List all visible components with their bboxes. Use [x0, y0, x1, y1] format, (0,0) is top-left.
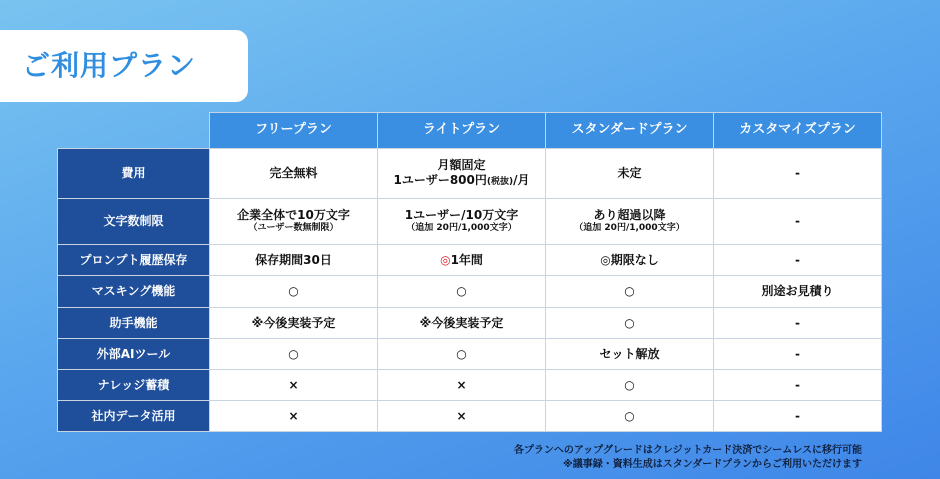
- lite-cost-price: 1ユーザー800円: [393, 173, 487, 188]
- table-row-external-ai: [58, 339, 882, 370]
- cell-assistant-standard: ○: [546, 308, 714, 339]
- cell-cost-custom: -: [714, 149, 882, 199]
- cell-external-ai-free: ○: [210, 339, 378, 370]
- cell-cost-lite: [378, 149, 546, 199]
- chars-lite-sub: （追加 20円/1,000文字）: [406, 223, 517, 234]
- plan-comparison-table: [57, 112, 882, 432]
- history-standard-text: 期限なし: [610, 252, 659, 267]
- cell-external-ai-lite: ○: [378, 339, 546, 370]
- cell-cost-free: 完全無料: [210, 149, 378, 199]
- cell-assistant-free: ※今後実装予定: [210, 308, 378, 339]
- cell-data-use-standard: ○: [546, 401, 714, 432]
- cell-data-use-custom: -: [714, 401, 882, 432]
- footnote-upgrade: 各プランへのアップグレードはクレジットカード決済でシームレスに移行可能: [513, 445, 862, 456]
- row-label-assistant: 助手機能: [58, 308, 210, 339]
- cell-masking-lite: ○: [378, 276, 546, 308]
- cell-knowledge-standard: ○: [546, 370, 714, 401]
- row-label-cost: 費用: [58, 149, 210, 199]
- cell-assistant-lite: ※今後実装予定: [378, 308, 546, 339]
- chars-lite-main: 1ユーザー/10万文字: [404, 208, 519, 223]
- column-free-plan: フリープラン: [210, 113, 378, 149]
- cell-history-lite: [378, 245, 546, 276]
- cell-external-ai-custom: -: [714, 339, 882, 370]
- cell-chars-custom: -: [714, 199, 882, 245]
- table-row-history: [58, 245, 882, 276]
- cell-history-standard: [546, 245, 714, 276]
- row-label-chars: 文字数制限: [58, 199, 210, 245]
- table-row-masking: [58, 276, 882, 308]
- chars-free-main: 企業全体で10万文字: [237, 208, 350, 223]
- double-circle-icon: ◎: [600, 252, 611, 267]
- row-label-data-use: 社内データ活用: [58, 401, 210, 432]
- cell-data-use-lite: ×: [378, 401, 546, 432]
- cell-assistant-custom: -: [714, 308, 882, 339]
- cell-masking-custom: 別途お見積り: [714, 276, 882, 308]
- column-standard-plan: スタンダードプラン: [546, 113, 714, 149]
- chars-standard-sub: （追加 20円/1,000文字）: [574, 223, 685, 234]
- table-row-data-use: [58, 401, 882, 432]
- cell-history-custom: -: [714, 245, 882, 276]
- title-card: [0, 30, 248, 102]
- table-row-knowledge: [58, 370, 882, 401]
- cell-history-free: 保存期間30日: [210, 245, 378, 276]
- lite-cost-per-month: /月: [513, 173, 530, 188]
- row-label-knowledge: ナレッジ蓄積: [58, 370, 210, 401]
- page-title: ご利用プラン: [22, 49, 197, 82]
- cell-chars-standard: [546, 199, 714, 245]
- chars-standard-main: あり超過以降: [593, 208, 666, 223]
- cell-knowledge-lite: ×: [378, 370, 546, 401]
- footnote-minutes: ※議事録・資料生成はスタンダードプランからご利用いただけます: [562, 459, 862, 470]
- cell-chars-lite: [378, 199, 546, 245]
- table-row-assistant: [58, 308, 882, 339]
- row-label-external-ai: 外部AIツール: [58, 339, 210, 370]
- column-lite-plan: ライトプラン: [378, 113, 546, 149]
- row-label-masking: マスキング機能: [58, 276, 210, 308]
- table-corner: [58, 113, 210, 149]
- row-label-history: プロンプト履歴保存: [58, 245, 210, 276]
- cell-masking-free: ○: [210, 276, 378, 308]
- lite-cost-tax-note: (税抜): [486, 177, 514, 188]
- double-circle-icon: ◎: [440, 252, 451, 267]
- cell-data-use-free: ×: [210, 401, 378, 432]
- table-header-row: [58, 113, 882, 149]
- cell-knowledge-free: ×: [210, 370, 378, 401]
- table-row-cost: [58, 149, 882, 199]
- column-custom-plan: カスタマイズプラン: [714, 113, 882, 149]
- lite-cost-line1: 月額固定: [437, 158, 486, 173]
- table-row-chars: [58, 199, 882, 245]
- chars-free-sub: （ユーザー数無制限）: [248, 223, 339, 234]
- cell-external-ai-standard: セット解放: [546, 339, 714, 370]
- cell-masking-standard: ○: [546, 276, 714, 308]
- footnotes: [514, 444, 862, 472]
- history-lite-text: 1年間: [450, 252, 483, 267]
- cell-cost-standard: 未定: [546, 149, 714, 199]
- cell-chars-free: [210, 199, 378, 245]
- cell-knowledge-custom: -: [714, 370, 882, 401]
